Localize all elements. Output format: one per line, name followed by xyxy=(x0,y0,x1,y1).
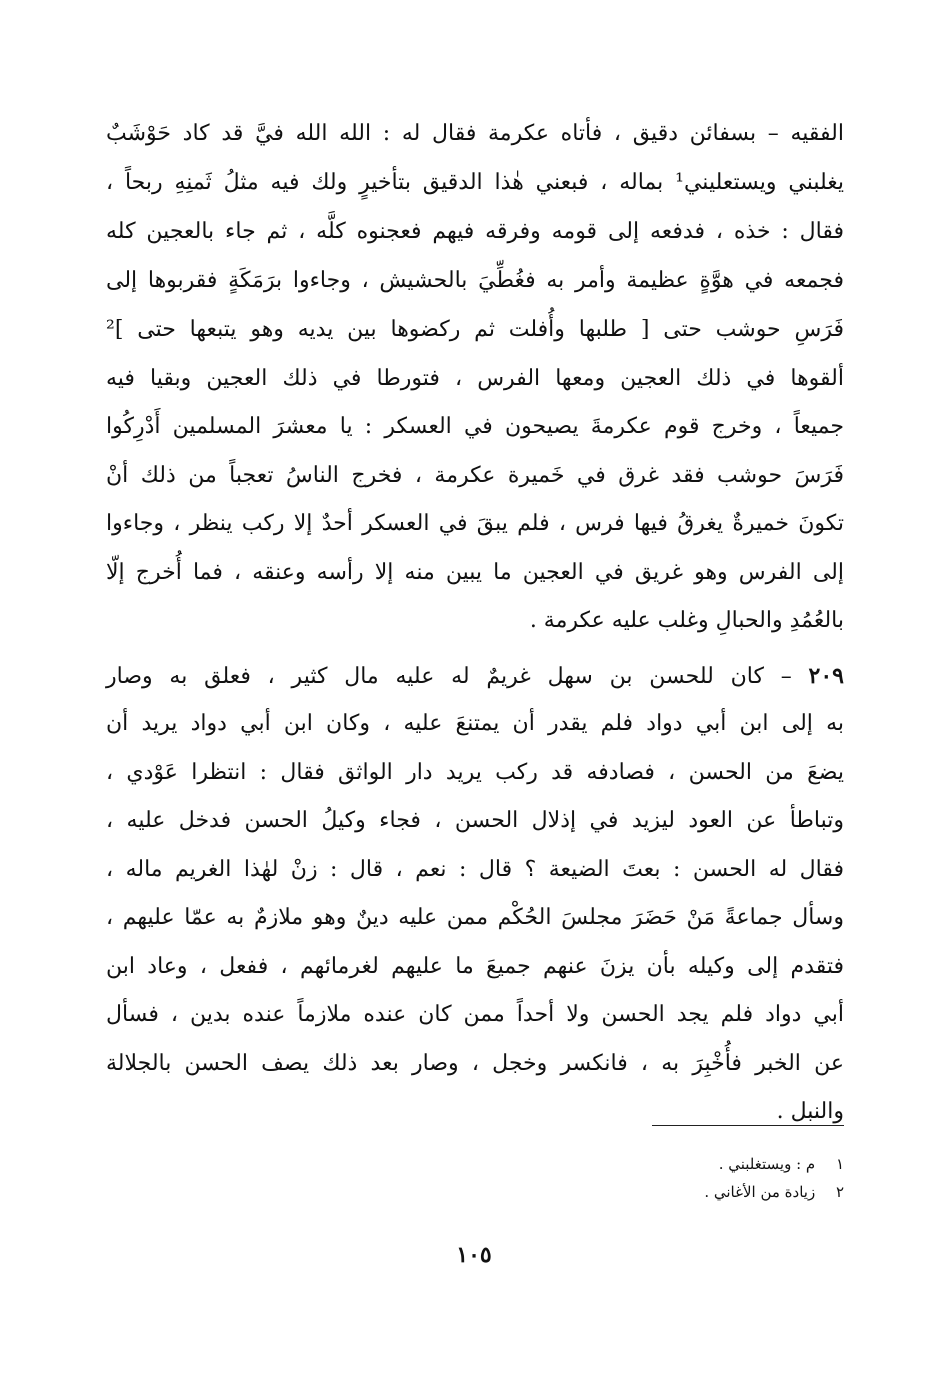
footnote-divider xyxy=(652,1125,844,1126)
paragraph-2-line: أبي دواد فلم يجد الحسن ولا أحداً ممن كان عنده ملازماً عنده بدين ، فسأل xyxy=(106,1002,844,1027)
paragraph-2-line: به إلى ابن أبي دواد فلم يقدر أن يمتنعَ عليه ، وكان ابن أبي دواد يريد أن xyxy=(106,711,844,736)
paragraph-2-line: فتقدم إلى وكيله بأن يزنَ عنهم جميعَ ما عليهم لغرمائهم ، ففعل ، وعاد ابن xyxy=(106,954,844,979)
paragraph-2-line: وتباطأ عن العود ليزيد في إذلال الحسن ، فجاء وكيلُ الحسن فدخل عليه ، xyxy=(106,808,844,833)
paragraph-1-line: فقال : خذه ، فدفعه إلى قومه وفرقه فيهم فعجنوه كلَّه ، ثم جاء بالعجين كله xyxy=(106,219,844,244)
paragraph-2-line: يضعَ من الحسن ، فصادفه قد ركب يريد دار الواثق فقال : انتظرا عَوْدي ، xyxy=(106,760,844,785)
entry-number: ٢٠٩ xyxy=(808,663,844,689)
footnote-number: ٢ xyxy=(835,1183,844,1201)
paragraph-1-line: فجمعه في هوَّةٍ عظيمة وأمر به فغُطِّيَ بالحشيش ، وجاءوا برَمَكَةٍ فقربوها إلى xyxy=(106,268,844,293)
paragraph-1-line: إلى الفرس وهو غريق في العجين ما يبين منه إلا رأسه وعنقه ، فما أُخرج إلّا xyxy=(106,560,844,585)
footnote-text: زيادة من الأغاني . xyxy=(704,1183,816,1201)
footnote-1 xyxy=(444,1153,844,1175)
paragraph-1-line: فَرَسِ حوشب حتى [ طلبها وأُفلت ثم ركضوها بين يديه وهو يتبعها حتى ]² xyxy=(106,317,844,342)
paragraph-1-line: ألقوها في ذلك العجين ومعها الفرس ، فتورطا في ذلك العجين وبقيا فيه xyxy=(106,366,844,391)
paragraph-2-line: – كان للحسن بن سهل غريمٌ له عليه مال كثير ، فعلق به وصار xyxy=(106,664,792,689)
paragraph-2-first-line xyxy=(106,652,844,700)
footnote-text: م : ويستغلبني . xyxy=(718,1155,816,1173)
paragraph-2-line: عن الخبر فأُخْبِرَ به ، فانكسر وخجل ، وصار بعد ذلك يصف الحسن بالجلالة xyxy=(106,1051,844,1076)
paragraph-1-line: جميعاً ، وخرج قوم عكرمةَ يصيحون في العسكر : يا معشرَ المسلمين أَدْرِكُوا xyxy=(106,414,844,439)
paragraph-1-line: فَرَسَ حوشب فقد غرق في خَميرة عكرمة ، فخرج الناسُ تعجباً من ذلك أنْ xyxy=(106,463,844,488)
paragraph-1-line: يغلبني ويستعليني¹ بماله ، فبعني هٰذا الدقيق بتأخيرٍ ولك فيه مثلُ ثَمنِهِ ربحاً ، xyxy=(106,170,844,195)
paragraph-2-line: فقال له الحسن : بعتَ الضيعة ؟ قال : نعم ، قال : زنْ لهٰذا الغريم ماله ، xyxy=(106,857,844,882)
footnote-2 xyxy=(444,1181,844,1203)
page-number: ١٠٥ xyxy=(456,1242,492,1268)
paragraph-1-line: تكونَ خميرةٌ يغرقُ فيها فرس ، فلم يبقَ في العسكر أحدٌ إلا ركب ينظر ، وجاءوا xyxy=(106,511,844,536)
footnote-number: ١ xyxy=(835,1155,844,1173)
paragraph-1-line: بالعُمُدِ والحبالِ وغلب عليه عكرمة . xyxy=(529,608,844,633)
paragraph-1-line: الفقيه – بسفائن دقيق ، فأتاه عكرمة فقال له : الله الله فيَّ قد كاد حَوْشَبٌ xyxy=(106,121,844,146)
paragraph-2-line: والنبل . xyxy=(776,1099,844,1124)
paragraph-2-line: وسأل جماعةً مَنْ حَضَرَ مجلسَ الحُكْم ممن عليه دينٌ وهو ملازمٌ به عمّا عليهم ، xyxy=(106,905,844,930)
